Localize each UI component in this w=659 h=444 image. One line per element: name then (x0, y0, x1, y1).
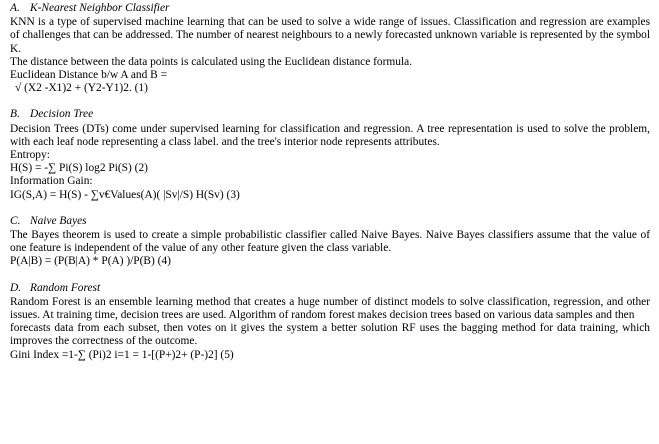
section-title: K-Nearest Neighbor Classifier (30, 2, 170, 14)
section-title: Random Forest (30, 281, 101, 294)
section-knn (10, 2, 650, 95)
section-heading (10, 2, 650, 15)
section-paragraph: KNN is a type of supervised machine learning that can be used to solve a wide range of issues. Classification and regression are examples of challenges that can be addressed. The number of nearest neighbours to a newly forecasted unknown variable is represented by the symbol K. (10, 16, 650, 55)
section-letter: C. (10, 214, 21, 227)
section-paragraph: Decision Trees (DTs) come under supervised learning for classification and regression. A tree representation is used to solve the problem, with each leaf node representing a class label. and the tree's interior node represents attributes. (10, 122, 650, 148)
section-random-forest (10, 282, 650, 362)
section-letter: D. (10, 281, 22, 294)
paper-page (10, 0, 650, 362)
section-heading (10, 215, 650, 228)
section-decision-tree (10, 108, 650, 201)
section-title: Decision Tree (30, 108, 94, 121)
section-letter: B. (10, 108, 20, 121)
section-letter: A. (10, 2, 20, 14)
section-naive-bayes (10, 215, 650, 269)
text-line: The distance between the data points is calculated using the Euclidean distance formula. (10, 55, 413, 68)
equation-2: H(S) = -∑ Pi(S) log2 Pi(S) (2) (10, 162, 148, 175)
section-title: Naive Bayes (30, 214, 87, 227)
text-line: Euclidean Distance b/w A and B = (10, 69, 167, 82)
text-line: Entropy: (10, 149, 50, 162)
section-paragraph: forecasts data from each subset, then votes on it gives the system a better solution RF uses the bagging method for data training, which improves the correctness of the outcome. (10, 322, 650, 348)
section-heading (10, 108, 650, 121)
equation-5: Gini Index =1-∑ (Pi)2 i=1 = 1-[(P+)2+ (P-)2] (5) (10, 348, 234, 361)
equation-4: P(A|B) = (P(B|A) * P(A) )/P(B) (4) (10, 255, 171, 268)
equation-3: IG(S,A) = H(S) - ∑v€Values(A)( |Sv|/S) H(Sv) (3) (10, 188, 240, 201)
section-paragraph: The Bayes theorem is used to create a simple probabilistic classifier called Naive Bayes. Naive Bayes classifiers assume that the value of one feature is independent of the value of any other feature given the class variable. (10, 229, 650, 255)
section-heading (10, 282, 650, 295)
text-line: Information Gain: (10, 175, 93, 188)
section-paragraph: Random Forest is an ensemble learning method that creates a huge number of distinct models to solve classification, regression, and other issues. At training time, decision trees are used. Algorithm of random forest makes decision trees based on various data samples and then (10, 295, 650, 322)
equation-1: √ (X2 -X1)2 + (Y2-Y1)2. (1) (15, 82, 148, 95)
